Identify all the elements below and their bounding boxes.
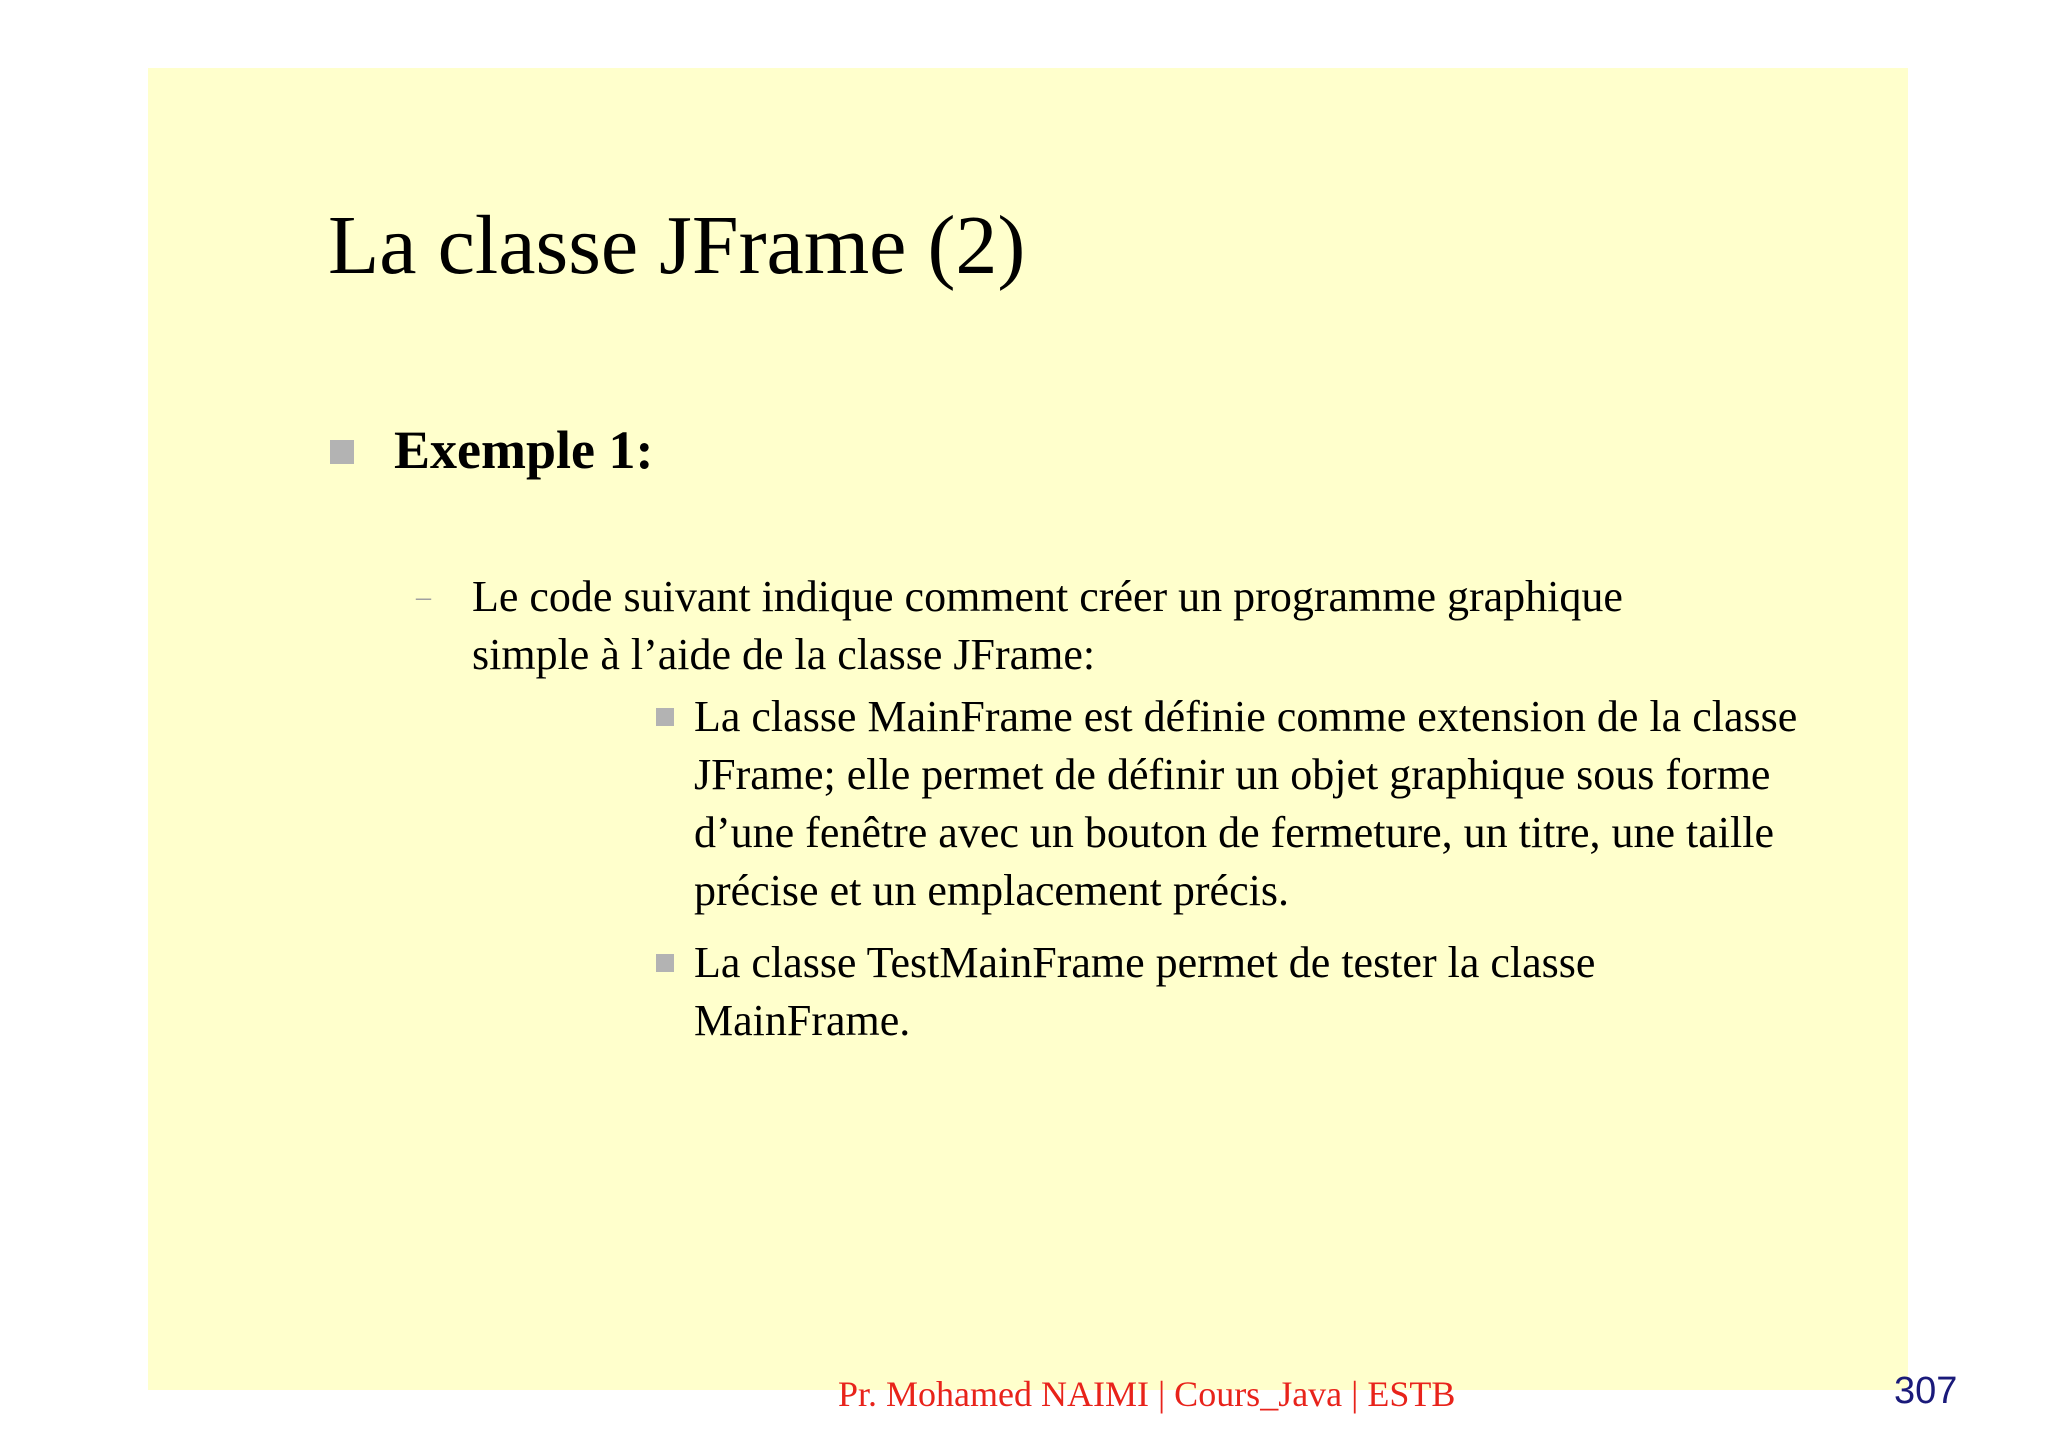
bullet-label: Exemple 1:: [394, 420, 654, 480]
text-line: La classe TestMainFrame permet de tester la classe: [694, 938, 1596, 987]
text-line: MainFrame.: [694, 996, 911, 1045]
bullet-exemple: [330, 418, 653, 483]
text-line: simple à l’aide de la classe JFrame:: [472, 630, 1096, 679]
square-bullet-icon: [656, 708, 674, 726]
square-bullet-icon: [656, 954, 674, 972]
text-line: Le code suivant indique comment créer un programme graphique: [472, 572, 1623, 621]
text-line: d’une fenêtre avec un bouton de fermeture, un titre, une taille: [694, 808, 1774, 857]
slide-title: La classe JFrame (2): [328, 199, 1026, 292]
square-bullet-icon: [330, 440, 354, 464]
sub-bullet-text: [694, 688, 1974, 920]
dash-bullet-text: [472, 568, 1812, 684]
text-line: La classe MainFrame est définie comme extension de la classe: [694, 692, 1798, 741]
text-line: JFrame; elle permet de définir un objet graphique sous forme: [694, 750, 1771, 799]
sub-bullet-text: [694, 934, 1974, 1050]
text-line: précise et un emplacement précis.: [694, 866, 1289, 915]
slide: [148, 68, 1958, 1414]
page-number: 307: [1894, 1370, 1958, 1412]
dash-bullet-icon: –: [416, 580, 431, 613]
footer-author: Pr. Mohamed NAIMI | Cours_Java | ESTB: [838, 1374, 1456, 1414]
